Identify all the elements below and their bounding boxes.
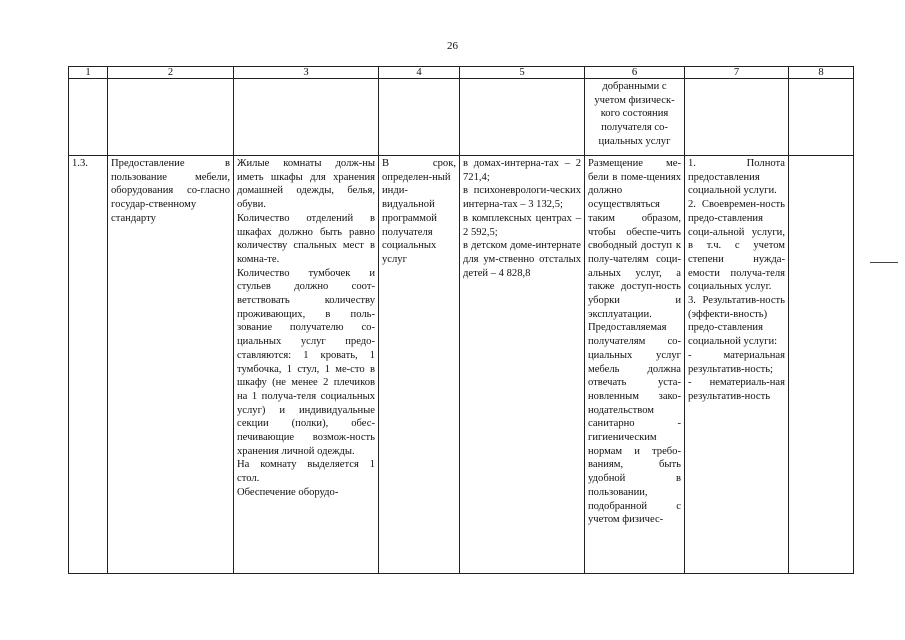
header-cell-6: 6 (585, 67, 685, 79)
standard-table (68, 66, 854, 574)
service-name: Предоставление в пользование мебели, оборудования со-гласно государ-ственному стандарту (111, 158, 230, 224)
service-tariffs: в домах-интерна-тах – 2 721,4; в психоневрологи-ческих интерна-тах – 3 132,5; в комплексных центрах – 2 592,5; в детском доме-интернате для ум-ственно отсталых детей – 4 828,8 (463, 158, 581, 279)
header-cell-1: 1 (69, 67, 108, 79)
header-cell-8: 8 (789, 67, 854, 79)
table-row (69, 156, 854, 574)
continuation-conditions-text: добранными с учетом физическ- кого состояния получателя со- циальных услуг (594, 81, 675, 147)
row-number: 1.3. (72, 158, 88, 169)
service-description: Жилые комнаты долж-ны иметь шкафы для хранения домашней одежды, белья, обуви. Количество отделений в шкафах должно быть равно количеству спальных мест в комна-те. Количество тумбочек и стульев должно соот-ветствовать количеству проживающих, в поль-зование получателю со-циальных услуг предо-ставляются: 1 кровать, 1 тумбочка, 1 стул, 1 ме-сто в шкафу (не менее 2 плечиков на 1 получа-теля социальных услуг) и индивидуальные секции (полки), обес-печивающие возмож-ность хранения личной одежды. На комнату выделяется 1 стол. Обеспечение оборудо- (237, 158, 375, 498)
header-cell-2: 2 (108, 67, 234, 79)
header-cell-3: 3 (234, 67, 379, 79)
header-cell-7: 7 (685, 67, 789, 79)
quality-indicators: 1. Полнота предоставления социальной услуги. 2. Своевремен-ность предо-ставления соци-альной услуги, в т.ч. с учетом степени нужда-емости получа-теля социальных услуг. 3. Результатив-ность (эффекти-вность) предо-ставления социальной услуги: - материальная результатив-ность; - нематериаль-ная результатив-ность (688, 158, 785, 402)
table-header-row (69, 67, 854, 79)
service-term: В срок, определен-ный инди-видуальной программой получателя социальных услуг (382, 158, 456, 265)
header-cell-5: 5 (460, 67, 585, 79)
service-conditions: Размещение ме-бели в поме-щениях должно осуществляться таким образом, чтобы обеспе-чить свободный доступ к полу-чателям соци-альных услуг, а также доступ-ность уборки и эксплуатации. Предоставляемая получателям со-циальных услуг мебель должна отвечать уста-новленным зако-нодательством санитарно - гигиеническим нормам и требо-ваниям, быть удобной в пользовании, подобранной с учетом физичес- (588, 158, 681, 526)
header-cell-4: 4 (379, 67, 460, 79)
scan-edge-line (870, 262, 898, 263)
page-number: 26 (447, 40, 458, 52)
continuation-row (69, 79, 854, 156)
